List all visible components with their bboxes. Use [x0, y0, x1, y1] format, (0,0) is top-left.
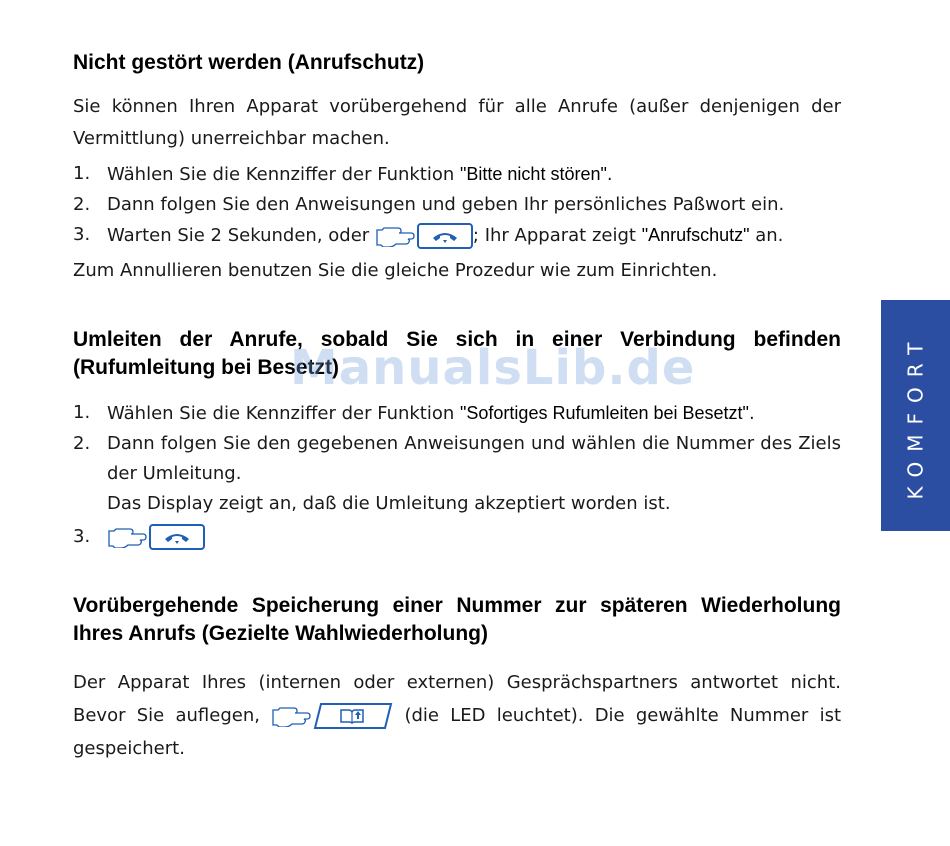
hangup-key-icon[interactable]	[149, 524, 205, 550]
step-2	[73, 190, 841, 220]
hangup-key-icon[interactable]	[417, 223, 473, 249]
function-name: "Sofortiges Rufumleiten bei Besetzt"	[460, 403, 749, 423]
step-text: Warten Sie 2 Sekunden, oder	[107, 225, 370, 246]
watermark: ManualsLib.de	[290, 340, 696, 396]
section-anrufschutz	[73, 49, 841, 77]
step-suffix: an.	[749, 225, 784, 246]
step-number: 1.	[73, 163, 91, 184]
body-text-end: (die LED leuchtet). Die gewählte Nummer ist gespeichert.	[73, 705, 842, 759]
section-wahlwiederholung	[73, 592, 841, 765]
step-note: Das Display zeigt an, daß die Umleitung akzeptiert worden ist.	[107, 493, 671, 514]
function-name: "Bitte nicht stören"	[460, 164, 607, 184]
chapter-tab-label: KOMFORT	[903, 332, 928, 499]
body-text	[73, 666, 841, 765]
display-text: "Anrufschutz"	[641, 225, 750, 245]
step-2	[73, 429, 841, 519]
pointing-hand-icon	[375, 225, 417, 247]
section-1-body	[73, 91, 841, 287]
step-3	[73, 220, 841, 251]
body-text-start: Der Apparat Ihres (internen oder externen) Gesprächspartners antwortet nicht. Bevor Sie auflegen,	[73, 672, 841, 726]
step-text: Wählen Sie die Kennziffer der Funktion	[107, 403, 461, 424]
section-rufumleitung	[73, 326, 841, 555]
step-suffix: .	[606, 164, 613, 185]
chapter-tab	[881, 300, 950, 531]
pointing-hand-icon	[107, 526, 149, 548]
intro-text: Sie können Ihren Apparat vorübergehend für alle Anrufe (außer denjenigen der Vermittlung) unerreichbar machen.	[73, 96, 841, 149]
section-heading: Umleiten der Anrufe, sobald Sie sich in einer Verbindung befinden (Rufumleitung bei Besetzt)	[73, 328, 841, 379]
step-text-continued: ; Ihr Apparat zeigt	[472, 225, 642, 246]
cancel-text: Zum Annullieren benutzen Sie die gleiche Prozedur wie zum Einrichten.	[73, 260, 718, 281]
step-number: 3.	[73, 224, 91, 245]
step-number: 2.	[73, 194, 91, 215]
step-number: 3.	[73, 526, 91, 547]
pointing-hand-icon	[271, 705, 313, 727]
step-1	[73, 398, 841, 429]
step-suffix: .	[748, 403, 755, 424]
step-number: 2.	[73, 433, 91, 454]
step-text: Wählen Sie die Kennziffer der Funktion	[107, 164, 461, 185]
redial-book-key-icon[interactable]	[313, 703, 393, 729]
step-number: 1.	[73, 402, 91, 423]
step-1	[73, 159, 841, 190]
section-heading: Vorübergehende Speicherung einer Nummer zur späteren Wiederholung Ihres Anrufs (Gezielte Wahlwiederholung)	[73, 594, 841, 645]
step-text: Dann folgen Sie den gegebenen Anweisungen und wählen die Nummer des Ziels der Umleitung.	[107, 433, 841, 484]
step-text: Dann folgen Sie den Anweisungen und geben Ihr persönliches Paßwort ein.	[107, 194, 785, 215]
step-3	[73, 519, 841, 555]
section-heading: Nicht gestört werden (Anrufschutz)	[73, 51, 425, 74]
